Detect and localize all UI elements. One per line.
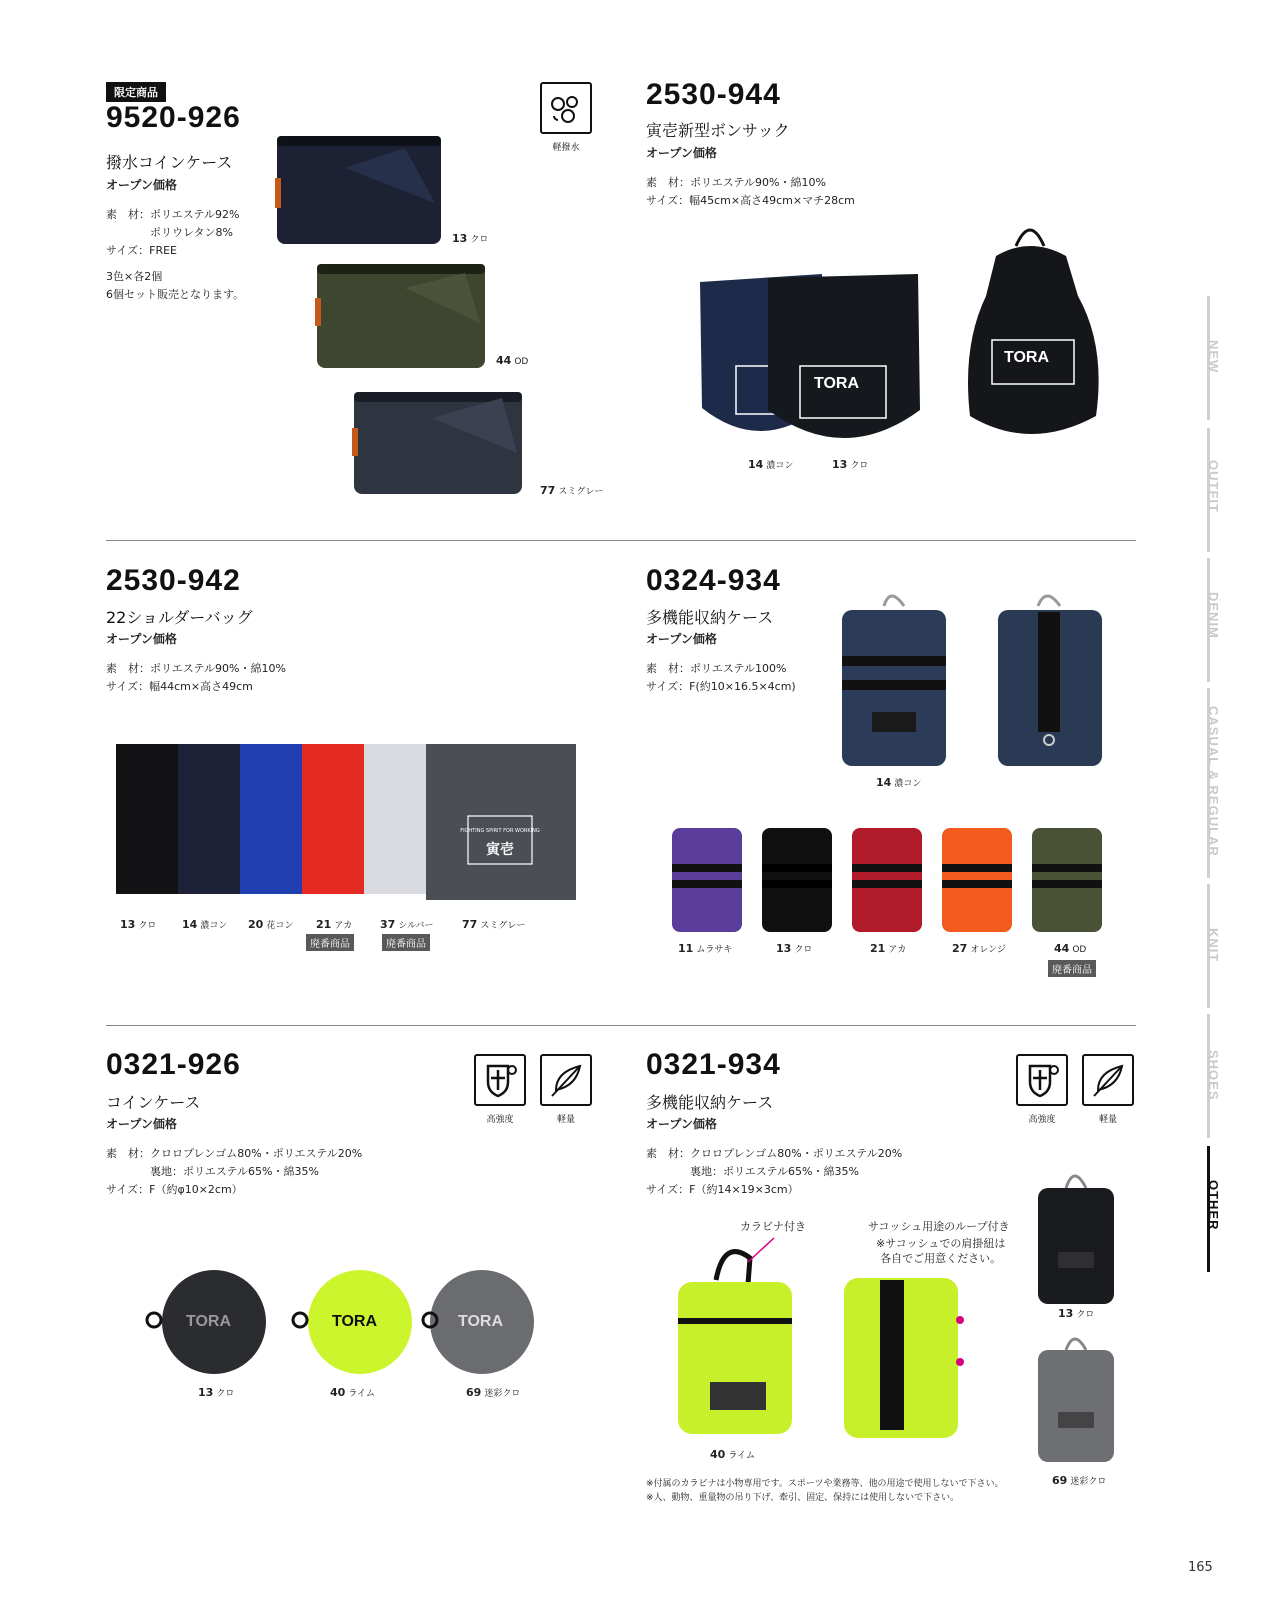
limited-badge: 限定商品 (106, 82, 166, 102)
case-color-row (660, 814, 1110, 938)
high-strength-icon (474, 1054, 526, 1106)
product-price: オープン価格 (646, 632, 717, 646)
color-caption: 44 OD (1054, 942, 1087, 955)
logo-print: TORA (814, 375, 860, 392)
sidebar-item-new[interactable]: NEW (1206, 340, 1221, 374)
bag-print-main: 寅壱 (486, 842, 514, 858)
product-name: 撥水コインケース (106, 153, 233, 172)
product-code: 9520-926 (106, 101, 241, 134)
sidebar-item-shoes[interactable]: SHOES (1206, 1050, 1221, 1101)
product-price: オープン価格 (106, 178, 177, 192)
lime-case-back (836, 1270, 976, 1442)
logo-print: TORA (1004, 349, 1050, 366)
sidebar-item-knit[interactable]: KNIT (1206, 928, 1221, 963)
color-caption: 14 濃コン (182, 918, 228, 931)
case-gray-small (1030, 1326, 1120, 1466)
discontinued-tag: 廃番商品 (382, 934, 430, 951)
color-caption: 14 濃コン (748, 458, 794, 471)
round-coin-case-row (140, 1270, 540, 1380)
callout-carabiner: カラビナ付き (740, 1220, 806, 1233)
icon-label: 軽量 (556, 1115, 575, 1125)
color-caption: 21 アカ (316, 918, 353, 931)
product-name: 多機能収納ケース (646, 608, 774, 627)
coin-pouch-black (275, 128, 443, 248)
coin-pouch-gray (352, 388, 524, 496)
discontinued-tag: 廃番商品 (1048, 960, 1096, 977)
callout-loop-note: ※サコッシュでの肩掛紐は 各自でご用意ください。 (876, 1237, 1006, 1265)
icon-label: 高強度 (486, 1115, 514, 1125)
product-price: オープン価格 (106, 632, 177, 646)
product-price: オープン価格 (646, 1117, 717, 1131)
product-name: コインケース (106, 1093, 201, 1112)
color-caption: 13 クロ (120, 918, 157, 931)
icon-label: 軽量 (1098, 1115, 1117, 1125)
case-front-navy (820, 584, 960, 772)
color-caption: 40 ライム (710, 1448, 756, 1461)
product-spec: 素 材：ポリエステル100% サイズ：F(約10×16.5×4cm) (646, 662, 796, 693)
color-caption: 20 花コン (248, 918, 294, 931)
sidebar-item-outfit[interactable]: OUTFIT (1206, 460, 1221, 513)
icon-label: 高強度 (1028, 1115, 1056, 1125)
product-code: 2530-942 (106, 564, 241, 597)
color-caption: 77 スミグレー (462, 918, 526, 931)
color-caption: 27 オレンジ (952, 942, 1006, 955)
case-black-small (1030, 1162, 1120, 1310)
color-caption: 13 クロ (198, 1386, 235, 1399)
logo-print: TORA (332, 1313, 378, 1330)
color-caption: 13 クロ (832, 458, 869, 471)
color-caption: 14 濃コン (876, 776, 922, 789)
lightweight-feather-icon (540, 1054, 592, 1106)
product-price: オープン価格 (646, 146, 717, 160)
logo-print: TORA (186, 1313, 232, 1330)
product-spec: 素 材：クロロプレンゴム80%・ポリエステル20% 裏地：ポリエステル65%・綿35% サイズ：F（約14×19×3cm） (646, 1147, 903, 1196)
high-strength-icon (1016, 1054, 1068, 1106)
color-caption: 13 クロ (1058, 1307, 1095, 1320)
product-name: 多機能収納ケース (646, 1093, 774, 1112)
usage-note: ※人、動物、重量物の吊り下げ、牽引、固定、保持には使用しないで下さい。 (646, 1493, 960, 1503)
bonsack-standing (966, 216, 1106, 448)
bag-print-top: FIGHTING SPIRIT FOR WORKING (460, 828, 540, 834)
icon-label: 軽撥水 (552, 143, 580, 153)
section-divider (106, 1025, 1136, 1026)
water-repellent-icon (540, 82, 592, 134)
product-spec: 素 材：ポリエステル90%・綿10% サイズ：幅45cm×高さ49cm×マチ28cm (646, 176, 855, 207)
usage-note: ※付属のカラビナは小物専用です。スポーツや業務等、他の用途で使用しないで下さい。 (646, 1479, 1004, 1489)
color-caption: 11 ムラサキ (678, 942, 733, 955)
product-name: 寅壱新型ボンサック (646, 121, 790, 140)
page-number: 165 (1188, 1560, 1213, 1575)
product-spec: 素 材：ポリエステル90%・綿10% サイズ：幅44cm×高さ49cm (106, 662, 286, 693)
bonsack-flat-black (764, 270, 924, 452)
discontinued-tag: 廃番商品 (306, 934, 354, 951)
callout-loop: サコッシュ用途のループ付き (868, 1220, 1010, 1233)
sidebar-item-denim[interactable]: DENIM (1206, 592, 1221, 639)
color-caption: 37 シルバー (380, 918, 434, 931)
color-caption: 69 迷彩クロ (1052, 1474, 1107, 1487)
color-caption: 13 クロ (452, 232, 489, 245)
section-divider (106, 540, 1136, 541)
product-code: 0321-934 (646, 1048, 781, 1081)
product-name: 22ショルダーバッグ (106, 608, 253, 627)
product-code: 0321-926 (106, 1048, 241, 1081)
sidebar-item-casual-regular[interactable]: CASUAL & REGULAR (1206, 706, 1221, 857)
product-code: 0324-934 (646, 564, 781, 597)
color-caption: 44 OD (496, 354, 529, 367)
color-caption: 40 ライム (330, 1386, 376, 1399)
color-caption: 69 迷彩クロ (466, 1386, 521, 1399)
color-caption: 13 クロ (776, 942, 813, 955)
sidebar-item-other[interactable]: OTHER (1206, 1180, 1221, 1231)
lime-case-front (670, 1232, 800, 1442)
product-spec: 素 材：ポリエステル92% ポリウレタン8% サイズ：FREE (106, 208, 240, 257)
lightweight-feather-icon (1082, 1054, 1134, 1106)
case-back-navy (990, 584, 1114, 772)
color-caption: 77 スミグレー (540, 484, 604, 497)
product-note: 3色×各2個 6個セット販売となります。 (106, 270, 245, 301)
logo-print: TORA (458, 1313, 504, 1330)
product-price: オープン価格 (106, 1117, 177, 1131)
product-code: 2530-944 (646, 78, 781, 111)
product-spec: 素 材：クロロプレンゴム80%・ポリエステル20% 裏地：ポリエステル65%・綿35% サイズ：F（約φ10×2cm） (106, 1147, 363, 1196)
color-caption: 21 アカ (870, 942, 907, 955)
shoulder-bag-row (110, 740, 590, 910)
coin-pouch-olive (315, 258, 487, 370)
